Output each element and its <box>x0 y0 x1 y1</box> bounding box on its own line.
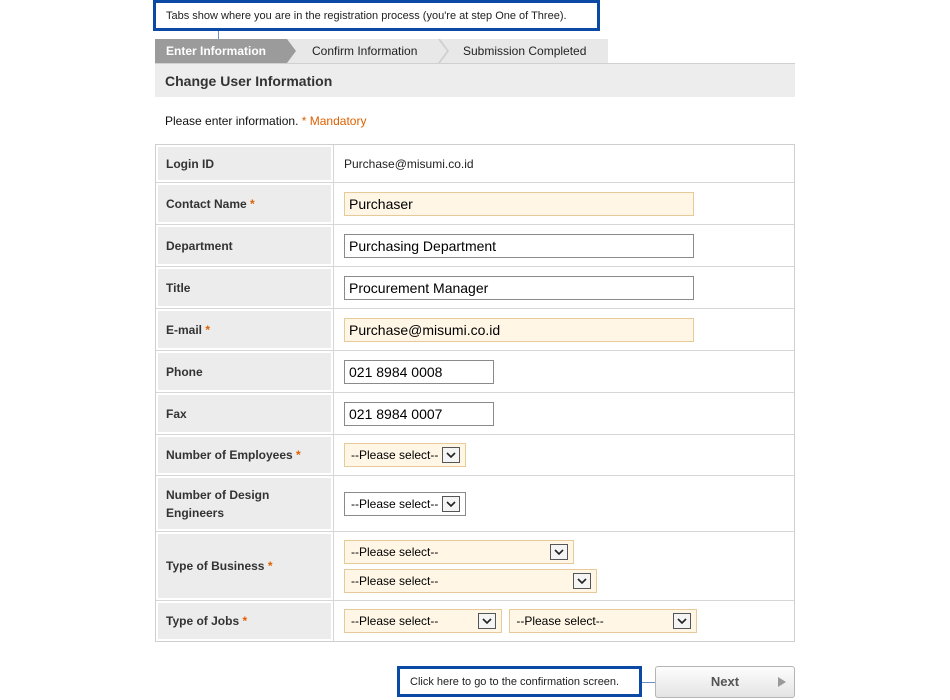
user-info-form <box>155 144 795 642</box>
label-email: E-mail * <box>156 309 334 351</box>
label-design-engineers: Number of Design Engineers <box>156 476 334 532</box>
page-title: Change User Information <box>165 73 333 89</box>
active-step-arrow <box>287 39 296 63</box>
play-arrow-icon <box>778 677 786 687</box>
employees-select[interactable]: --Please select-- <box>344 443 466 467</box>
callout-step-tabs-text: Tabs show where you are in the registration process (you're at step One of Three). <box>166 9 567 22</box>
row-fax <box>156 393 794 435</box>
row-phone <box>156 351 794 393</box>
callout-step-tabs <box>153 0 600 31</box>
business-select-secondary[interactable]: --Please select-- <box>344 569 597 593</box>
email-input[interactable] <box>344 318 694 342</box>
row-design-engineers <box>156 476 794 532</box>
jobs-select-secondary[interactable]: --Please select-- <box>509 609 697 633</box>
step-enter-information: Enter Information <box>155 39 287 63</box>
row-login-id <box>156 145 794 183</box>
jobs-select-primary[interactable]: --Please select-- <box>344 609 502 633</box>
fax-input[interactable] <box>344 402 494 426</box>
section-heading-bar <box>155 63 795 97</box>
phone-input[interactable] <box>344 360 494 384</box>
chevron-down-icon <box>442 447 460 463</box>
business-select-primary[interactable]: --Please select-- <box>344 540 574 564</box>
next-button-label: Next <box>710 674 740 689</box>
label-phone: Phone <box>156 351 334 393</box>
chevron-down-icon <box>442 496 460 512</box>
mandatory-legend: * Mandatory <box>301 114 367 128</box>
contact-name-input[interactable] <box>344 192 694 216</box>
department-input[interactable] <box>344 234 694 258</box>
intro-instruction: Please enter information. <box>165 114 299 128</box>
callout-next-text: Click here to go to the confirmation screen. <box>410 675 620 688</box>
row-employees <box>156 435 794 476</box>
login-id-value: Purchase@misumi.co.id <box>344 156 474 171</box>
row-jobs <box>156 601 794 641</box>
chevron-down-icon <box>550 544 568 560</box>
registration-steps <box>155 39 608 63</box>
intro-text <box>165 114 366 128</box>
row-contact-name <box>156 183 794 225</box>
row-department <box>156 225 794 267</box>
next-button[interactable] <box>655 666 795 698</box>
label-employees: Number of Employees * <box>156 435 334 476</box>
row-business <box>156 532 794 601</box>
design-engineers-select[interactable]: --Please select-- <box>344 492 466 516</box>
callout-next <box>397 666 642 697</box>
row-email <box>156 309 794 351</box>
title-input[interactable] <box>344 276 694 300</box>
step-separator-icon <box>437 39 449 63</box>
label-contact-name: Contact Name * <box>156 183 334 225</box>
label-login-id: Login ID <box>156 145 334 183</box>
chevron-down-icon <box>573 573 591 589</box>
chevron-down-icon <box>673 613 691 629</box>
label-business: Type of Business * <box>156 532 334 601</box>
label-title: Title <box>156 267 334 309</box>
step-confirm-information: Confirm Information <box>312 44 418 58</box>
step-submission-completed: Submission Completed <box>463 44 587 58</box>
label-jobs: Type of Jobs * <box>156 601 334 641</box>
chevron-down-icon <box>478 613 496 629</box>
label-department: Department <box>156 225 334 267</box>
label-fax: Fax <box>156 393 334 435</box>
row-title <box>156 267 794 309</box>
